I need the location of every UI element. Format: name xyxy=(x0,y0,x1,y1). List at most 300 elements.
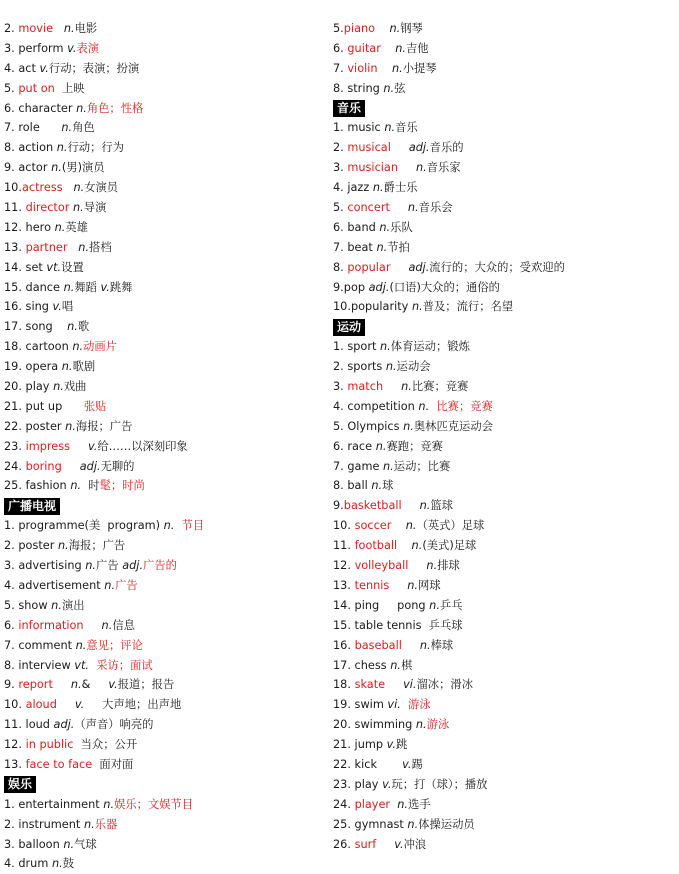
entry-text: 音乐 xyxy=(395,121,418,135)
entry-text: 设置 xyxy=(61,260,84,274)
part-of-speech: v. xyxy=(52,300,62,314)
entry-text: 吉他 xyxy=(405,41,429,55)
entry-text xyxy=(397,539,411,552)
entry-text: 音乐会 xyxy=(418,201,453,215)
entry-text: 17. chess xyxy=(333,658,391,672)
entry-text: 9. xyxy=(333,499,344,513)
entry-text xyxy=(376,838,394,851)
entry-text: 9. xyxy=(4,678,19,692)
entry-text xyxy=(391,261,409,274)
part-of-speech: n. xyxy=(379,220,391,234)
vocab-entry xyxy=(4,218,322,238)
vocab-entry xyxy=(4,636,322,656)
vocab-entry xyxy=(333,795,673,815)
entry-text: 4. competition xyxy=(333,399,419,413)
entry-text: 5. xyxy=(4,81,19,95)
entry-text: 2. xyxy=(4,22,19,35)
entry-text: 13. xyxy=(333,578,355,592)
vocab-entry xyxy=(333,297,673,317)
entry-text: 11. xyxy=(4,201,26,215)
entry-text: 大声地；出声地 xyxy=(84,698,182,712)
vocab-entry xyxy=(333,397,673,417)
vocab-entry xyxy=(333,278,673,298)
vocab-entry xyxy=(4,99,322,119)
vocab-entry xyxy=(4,596,322,616)
entry-text: 电影 xyxy=(74,22,98,35)
entry-text: 排球 xyxy=(437,559,460,573)
part-of-speech: n. xyxy=(372,181,384,195)
entry-text: 爵士乐 xyxy=(383,181,418,195)
entry-text xyxy=(381,42,395,55)
vocab-entry xyxy=(333,457,673,477)
part-of-speech: n. xyxy=(383,459,394,473)
part-of-speech: n. xyxy=(418,399,430,413)
vocab-entry xyxy=(4,656,322,676)
entry-text: 18. xyxy=(333,678,355,692)
entry-text: 乐队 xyxy=(390,220,413,234)
part-of-speech: n. xyxy=(397,797,409,811)
highlighted-text: 髦；时尚 xyxy=(99,479,145,493)
entry-text: 唱 xyxy=(61,300,74,314)
entry-text xyxy=(389,579,407,592)
vocab-entry xyxy=(333,218,673,238)
highlighted-text: face to face xyxy=(25,757,93,771)
entry-text: (美式)足球 xyxy=(422,539,477,553)
part-of-speech: n. xyxy=(403,419,414,433)
entry-text: 13. xyxy=(4,240,26,254)
entry-text: 3. xyxy=(333,380,348,394)
part-of-speech: n. xyxy=(385,360,397,374)
part-of-speech: n. xyxy=(51,857,63,871)
entry-text: 广告 xyxy=(96,559,123,573)
entry-text: 6. race xyxy=(333,439,376,453)
entry-text: 行动；行为 xyxy=(67,141,124,155)
part-of-speech: n. xyxy=(419,499,431,513)
part-of-speech: n. xyxy=(101,618,113,632)
entry-text: 音乐家 xyxy=(426,161,461,175)
part-of-speech: v. xyxy=(386,738,396,752)
entry-text xyxy=(174,519,181,532)
entry-text: 玩；打（球）；播放 xyxy=(391,777,488,791)
entry-text: 15. table tennis 乒乓球 xyxy=(333,618,463,632)
highlighted-text: aloud xyxy=(25,698,57,712)
vocab-entry xyxy=(333,536,673,556)
section-header xyxy=(333,99,673,119)
part-of-speech: n. xyxy=(407,578,419,592)
entry-text: 乒乓 xyxy=(439,598,463,612)
vocab-entry xyxy=(333,79,673,99)
entry-text: 5. xyxy=(333,201,348,215)
part-of-speech: n. xyxy=(375,439,387,453)
part-of-speech: vt. xyxy=(74,658,90,672)
part-of-speech: n. xyxy=(419,638,431,652)
part-of-speech: n. xyxy=(104,578,116,592)
entry-text: 10.popularity xyxy=(333,300,412,314)
entry-text: 5. show xyxy=(4,598,52,612)
entry-text: 12. xyxy=(333,559,355,573)
section-header xyxy=(333,317,673,337)
entry-text: 流行的；大众的；受欢迎的 xyxy=(429,260,565,274)
entry-text: 普及；流行；名望 xyxy=(422,300,514,314)
entry-text xyxy=(378,62,392,75)
vocab-entry xyxy=(333,258,673,278)
vocab-entry xyxy=(4,317,322,337)
entry-text: & xyxy=(81,678,109,692)
highlighted-text: boring xyxy=(25,459,62,473)
highlighted-text: 采访；面试 xyxy=(96,658,153,672)
entry-text: 4. drum xyxy=(4,857,52,871)
entry-text: 当众；公开 xyxy=(73,738,138,752)
section-header-label: 娱乐 xyxy=(4,776,36,793)
part-of-speech: n. xyxy=(390,658,402,672)
entry-text: 演出 xyxy=(61,598,85,612)
entry-text: 角色 xyxy=(72,121,95,135)
part-of-speech: n. xyxy=(51,161,62,175)
entry-text xyxy=(53,678,71,691)
part-of-speech: v. xyxy=(74,698,85,712)
highlighted-text: 游泳 xyxy=(426,718,450,732)
vocab-entry xyxy=(4,397,322,417)
highlighted-text: match xyxy=(347,380,384,394)
vocab-entry xyxy=(4,815,322,835)
entry-text xyxy=(385,678,403,691)
entry-text: 7. beat xyxy=(333,240,377,254)
part-of-speech: n. xyxy=(383,81,395,95)
vocab-entry xyxy=(4,198,322,218)
entry-text: 14. ping pong xyxy=(333,598,430,612)
entry-text: 8. xyxy=(333,260,348,274)
entry-text: 10. xyxy=(4,698,26,712)
part-of-speech: n. xyxy=(83,817,95,831)
vocab-entry xyxy=(4,675,322,695)
entry-text xyxy=(383,380,401,393)
entry-text: 8. ball xyxy=(333,479,372,493)
entry-text: 小提琴 xyxy=(402,61,437,75)
entry-text: 7. comment xyxy=(4,638,76,652)
entry-text: 6. character xyxy=(4,101,77,115)
left-column xyxy=(4,19,322,874)
entry-text: 11. xyxy=(333,539,355,553)
entry-text: 英雄 xyxy=(65,220,88,234)
highlighted-text: basketball xyxy=(343,499,402,513)
entry-text: 选手 xyxy=(408,797,431,811)
vocab-entry xyxy=(4,755,322,775)
entry-text: (男)演员 xyxy=(61,161,105,175)
vocab-entry xyxy=(333,158,673,178)
entry-text: 16. xyxy=(333,638,355,652)
entry-text: 跳 xyxy=(395,738,408,752)
entry-text: （声音）响亮的 xyxy=(74,718,154,732)
vocab-entry xyxy=(4,695,322,715)
highlighted-text: movie xyxy=(18,22,54,35)
entry-text: 26. xyxy=(333,837,355,851)
vocab-entry xyxy=(4,417,322,437)
highlighted-text: piano xyxy=(343,22,376,35)
part-of-speech: n. xyxy=(76,101,87,115)
vocab-entry xyxy=(4,337,322,357)
entry-text: 19. swim xyxy=(333,698,388,712)
part-of-speech: n. xyxy=(63,22,75,35)
part-of-speech: n. xyxy=(51,598,62,612)
part-of-speech: adj. xyxy=(408,260,430,274)
part-of-speech: n. xyxy=(411,539,423,553)
entry-text: 16. sing xyxy=(4,300,53,314)
part-of-speech: n. xyxy=(85,559,97,573)
highlighted-text: report xyxy=(18,678,53,692)
part-of-speech: vi. xyxy=(387,698,401,712)
entry-text: 8. string xyxy=(333,81,384,95)
entry-text: 23. xyxy=(4,439,26,453)
entry-text: 运动会 xyxy=(396,360,431,374)
entry-text xyxy=(84,619,102,632)
vocab-entry xyxy=(333,357,673,377)
entry-text: 体操运动员 xyxy=(418,817,475,831)
entry-text: 网球 xyxy=(418,578,441,592)
vocab-entry xyxy=(4,616,322,636)
entry-text: 9. actor xyxy=(4,161,52,175)
vocab-entry xyxy=(333,476,673,496)
vocab-entry xyxy=(4,59,322,79)
vocab-entry xyxy=(4,556,322,576)
entry-text: 12. hero xyxy=(4,220,55,234)
part-of-speech: n. xyxy=(78,240,90,254)
vocab-entry xyxy=(333,138,673,158)
highlighted-text: 乐器 xyxy=(94,817,118,831)
part-of-speech: n. xyxy=(53,380,64,394)
entry-text: 信息 xyxy=(112,618,135,632)
part-of-speech: n. xyxy=(389,22,401,35)
highlighted-text: surf xyxy=(354,837,377,851)
vocab-entry xyxy=(4,258,322,278)
entry-text: 12. xyxy=(4,738,26,752)
vocab-entry xyxy=(4,238,322,258)
vocab-entry xyxy=(4,795,322,815)
entry-text: 24. xyxy=(4,459,26,473)
vocab-entry xyxy=(333,656,673,676)
part-of-speech: vt. xyxy=(46,260,62,274)
entry-text: 20. play xyxy=(4,380,54,394)
entry-text: 25. gymnast xyxy=(333,817,408,831)
entry-text: 时 xyxy=(81,479,100,493)
vocab-entry xyxy=(333,596,673,616)
part-of-speech: n. xyxy=(61,121,73,135)
highlighted-text: 娱乐；文娱节目 xyxy=(114,797,194,811)
highlighted-text: actress xyxy=(21,181,63,195)
entry-text xyxy=(402,639,420,652)
part-of-speech: n. xyxy=(75,638,87,652)
entry-text: 戏曲 xyxy=(63,380,87,394)
part-of-speech: n. xyxy=(73,201,84,215)
entry-text: 3. perform xyxy=(4,41,68,55)
vocab-entry xyxy=(333,377,673,397)
entry-text: 比赛；竞赛 xyxy=(411,380,469,394)
section-header-label: 运动 xyxy=(333,319,365,336)
part-of-speech: n. xyxy=(395,41,406,55)
entry-text: 3. xyxy=(333,161,348,175)
vocab-entry xyxy=(333,636,673,656)
entry-text: 棒球 xyxy=(430,638,454,652)
entry-text: 22. poster xyxy=(4,419,66,433)
entry-text: 赛跑；竞赛 xyxy=(386,439,443,453)
vocab-entry xyxy=(4,437,322,457)
vocab-entry xyxy=(333,556,673,576)
highlighted-text: volleyball xyxy=(354,559,409,573)
vocab-entry xyxy=(4,377,322,397)
entry-text: 钢琴 xyxy=(400,22,423,35)
vocab-entry xyxy=(4,735,322,755)
vocab-entry xyxy=(333,59,673,79)
part-of-speech: n. xyxy=(70,479,82,493)
entry-text: 7. xyxy=(333,61,348,75)
entry-text: 18. cartoon xyxy=(4,340,73,354)
highlighted-text: tennis xyxy=(354,578,390,592)
entry-text: 体育运动；锻炼 xyxy=(390,340,470,354)
section-header-label: 音乐 xyxy=(333,100,365,117)
part-of-speech: n. xyxy=(57,539,69,553)
vocab-entry xyxy=(4,138,322,158)
highlighted-text: information xyxy=(18,618,84,632)
part-of-speech: n. xyxy=(426,559,438,573)
part-of-speech: adj. xyxy=(122,559,144,573)
entry-text: （英式）足球 xyxy=(416,519,485,533)
highlighted-text: 游泳 xyxy=(408,698,431,712)
part-of-speech: v. xyxy=(394,837,404,851)
entry-text: 7. game xyxy=(333,459,384,473)
highlighted-text: 节目 xyxy=(181,519,205,533)
entry-text: 1. programme(美 program) xyxy=(4,519,164,533)
vocab-entry xyxy=(4,357,322,377)
highlighted-text: musical xyxy=(347,141,391,155)
part-of-speech: n. xyxy=(65,419,76,433)
vocab-entry xyxy=(333,238,673,258)
highlighted-text: 张贴 xyxy=(83,399,107,413)
entry-text xyxy=(53,22,64,35)
part-of-speech: n. xyxy=(415,161,427,175)
highlighted-text: 意见；评论 xyxy=(86,638,143,652)
entry-text: 行动；表演；扮演 xyxy=(48,61,140,75)
entry-text: 无聊的 xyxy=(100,459,135,473)
part-of-speech: vi. xyxy=(403,678,417,692)
vocab-entry xyxy=(333,835,673,855)
entry-text: 9.pop xyxy=(333,280,369,294)
part-of-speech: v. xyxy=(67,41,77,55)
vocab-entry xyxy=(4,19,322,39)
vocab-entry xyxy=(333,39,673,59)
entry-text: 23. play xyxy=(333,777,383,791)
entry-text: 篮球 xyxy=(430,499,453,513)
entry-text: 22. kick xyxy=(333,757,403,771)
entry-text: 21. jump xyxy=(333,738,387,752)
highlighted-text: skate xyxy=(354,678,386,692)
entry-text: 舞蹈 xyxy=(74,280,101,294)
right-column xyxy=(333,19,673,854)
entry-text: 1. sport xyxy=(333,340,381,354)
entry-text: 弦 xyxy=(394,81,406,95)
entry-text xyxy=(390,201,408,214)
highlighted-text: 角色；性格 xyxy=(86,101,144,115)
part-of-speech: n. xyxy=(163,519,175,533)
vocab-entry xyxy=(4,79,322,99)
entry-text: 报道；报告 xyxy=(117,678,175,692)
part-of-speech: n. xyxy=(61,360,73,374)
part-of-speech: v. xyxy=(402,757,412,771)
entry-text: 10. xyxy=(333,519,355,533)
part-of-speech: adj. xyxy=(53,718,75,732)
entry-text: 棋 xyxy=(401,658,413,672)
entry-text: (口语)大众的；通俗的 xyxy=(389,280,500,294)
entry-text: 4. advertisement xyxy=(4,578,105,592)
entry-text: 2. instrument xyxy=(4,817,84,831)
vocab-entry xyxy=(4,715,322,735)
highlighted-text: 表演 xyxy=(76,41,100,55)
vocab-entry xyxy=(333,118,673,138)
part-of-speech: v. xyxy=(39,61,49,75)
part-of-speech: n. xyxy=(72,340,84,354)
entry-text: 节拍 xyxy=(387,240,410,254)
entry-text: 3. advertising xyxy=(4,559,86,573)
entry-text: 气球 xyxy=(74,837,97,851)
vocab-entry xyxy=(4,854,322,874)
highlighted-text: soccer xyxy=(354,519,392,533)
part-of-speech: n. xyxy=(371,479,383,493)
vocab-entry xyxy=(333,576,673,596)
vocab-entry xyxy=(4,278,322,298)
entry-text: 3. balloon xyxy=(4,837,64,851)
part-of-speech: n. xyxy=(415,718,427,732)
entry-text xyxy=(398,161,416,174)
vocab-entry xyxy=(333,19,673,39)
entry-text: 女演员 xyxy=(84,181,119,195)
entry-text: 运动；比赛 xyxy=(393,459,451,473)
part-of-speech: v. xyxy=(382,777,392,791)
part-of-speech: n. xyxy=(63,280,75,294)
part-of-speech: n. xyxy=(103,797,115,811)
vocab-entry xyxy=(4,476,322,496)
highlighted-text: put on xyxy=(18,81,55,95)
part-of-speech: n. xyxy=(70,678,82,692)
section-header xyxy=(4,775,322,795)
part-of-speech: n. xyxy=(401,380,412,394)
highlighted-text: in public xyxy=(25,738,74,752)
entry-text: 上映 xyxy=(54,81,85,95)
entry-text: 5. xyxy=(333,22,344,35)
vocab-entry xyxy=(4,536,322,556)
part-of-speech: n. xyxy=(391,61,403,75)
section-header-label: 广播电视 xyxy=(4,498,60,515)
part-of-speech: adj. xyxy=(368,280,390,294)
vocab-entry xyxy=(4,516,322,536)
highlighted-text: 广告 xyxy=(115,578,138,592)
highlighted-text: 动画片 xyxy=(83,340,118,354)
entry-text xyxy=(57,698,75,711)
part-of-speech: n. xyxy=(407,817,419,831)
highlighted-text: 广告的 xyxy=(143,559,177,573)
part-of-speech: n. xyxy=(54,220,66,234)
entry-text: 给……以深刻印象 xyxy=(97,439,188,453)
highlighted-text: popular xyxy=(347,260,391,274)
entry-text xyxy=(401,698,408,711)
entry-text: 15. dance xyxy=(4,280,64,294)
entry-text: 6. xyxy=(333,41,348,55)
vocab-entry xyxy=(333,178,673,198)
entry-text: 导演 xyxy=(83,201,107,215)
entry-text: 13. xyxy=(4,757,26,771)
vocab-entry xyxy=(4,39,322,59)
entry-text: 24. xyxy=(333,797,355,811)
highlighted-text: director xyxy=(25,201,70,215)
highlighted-text: musician xyxy=(347,161,398,175)
entry-text xyxy=(375,22,389,35)
